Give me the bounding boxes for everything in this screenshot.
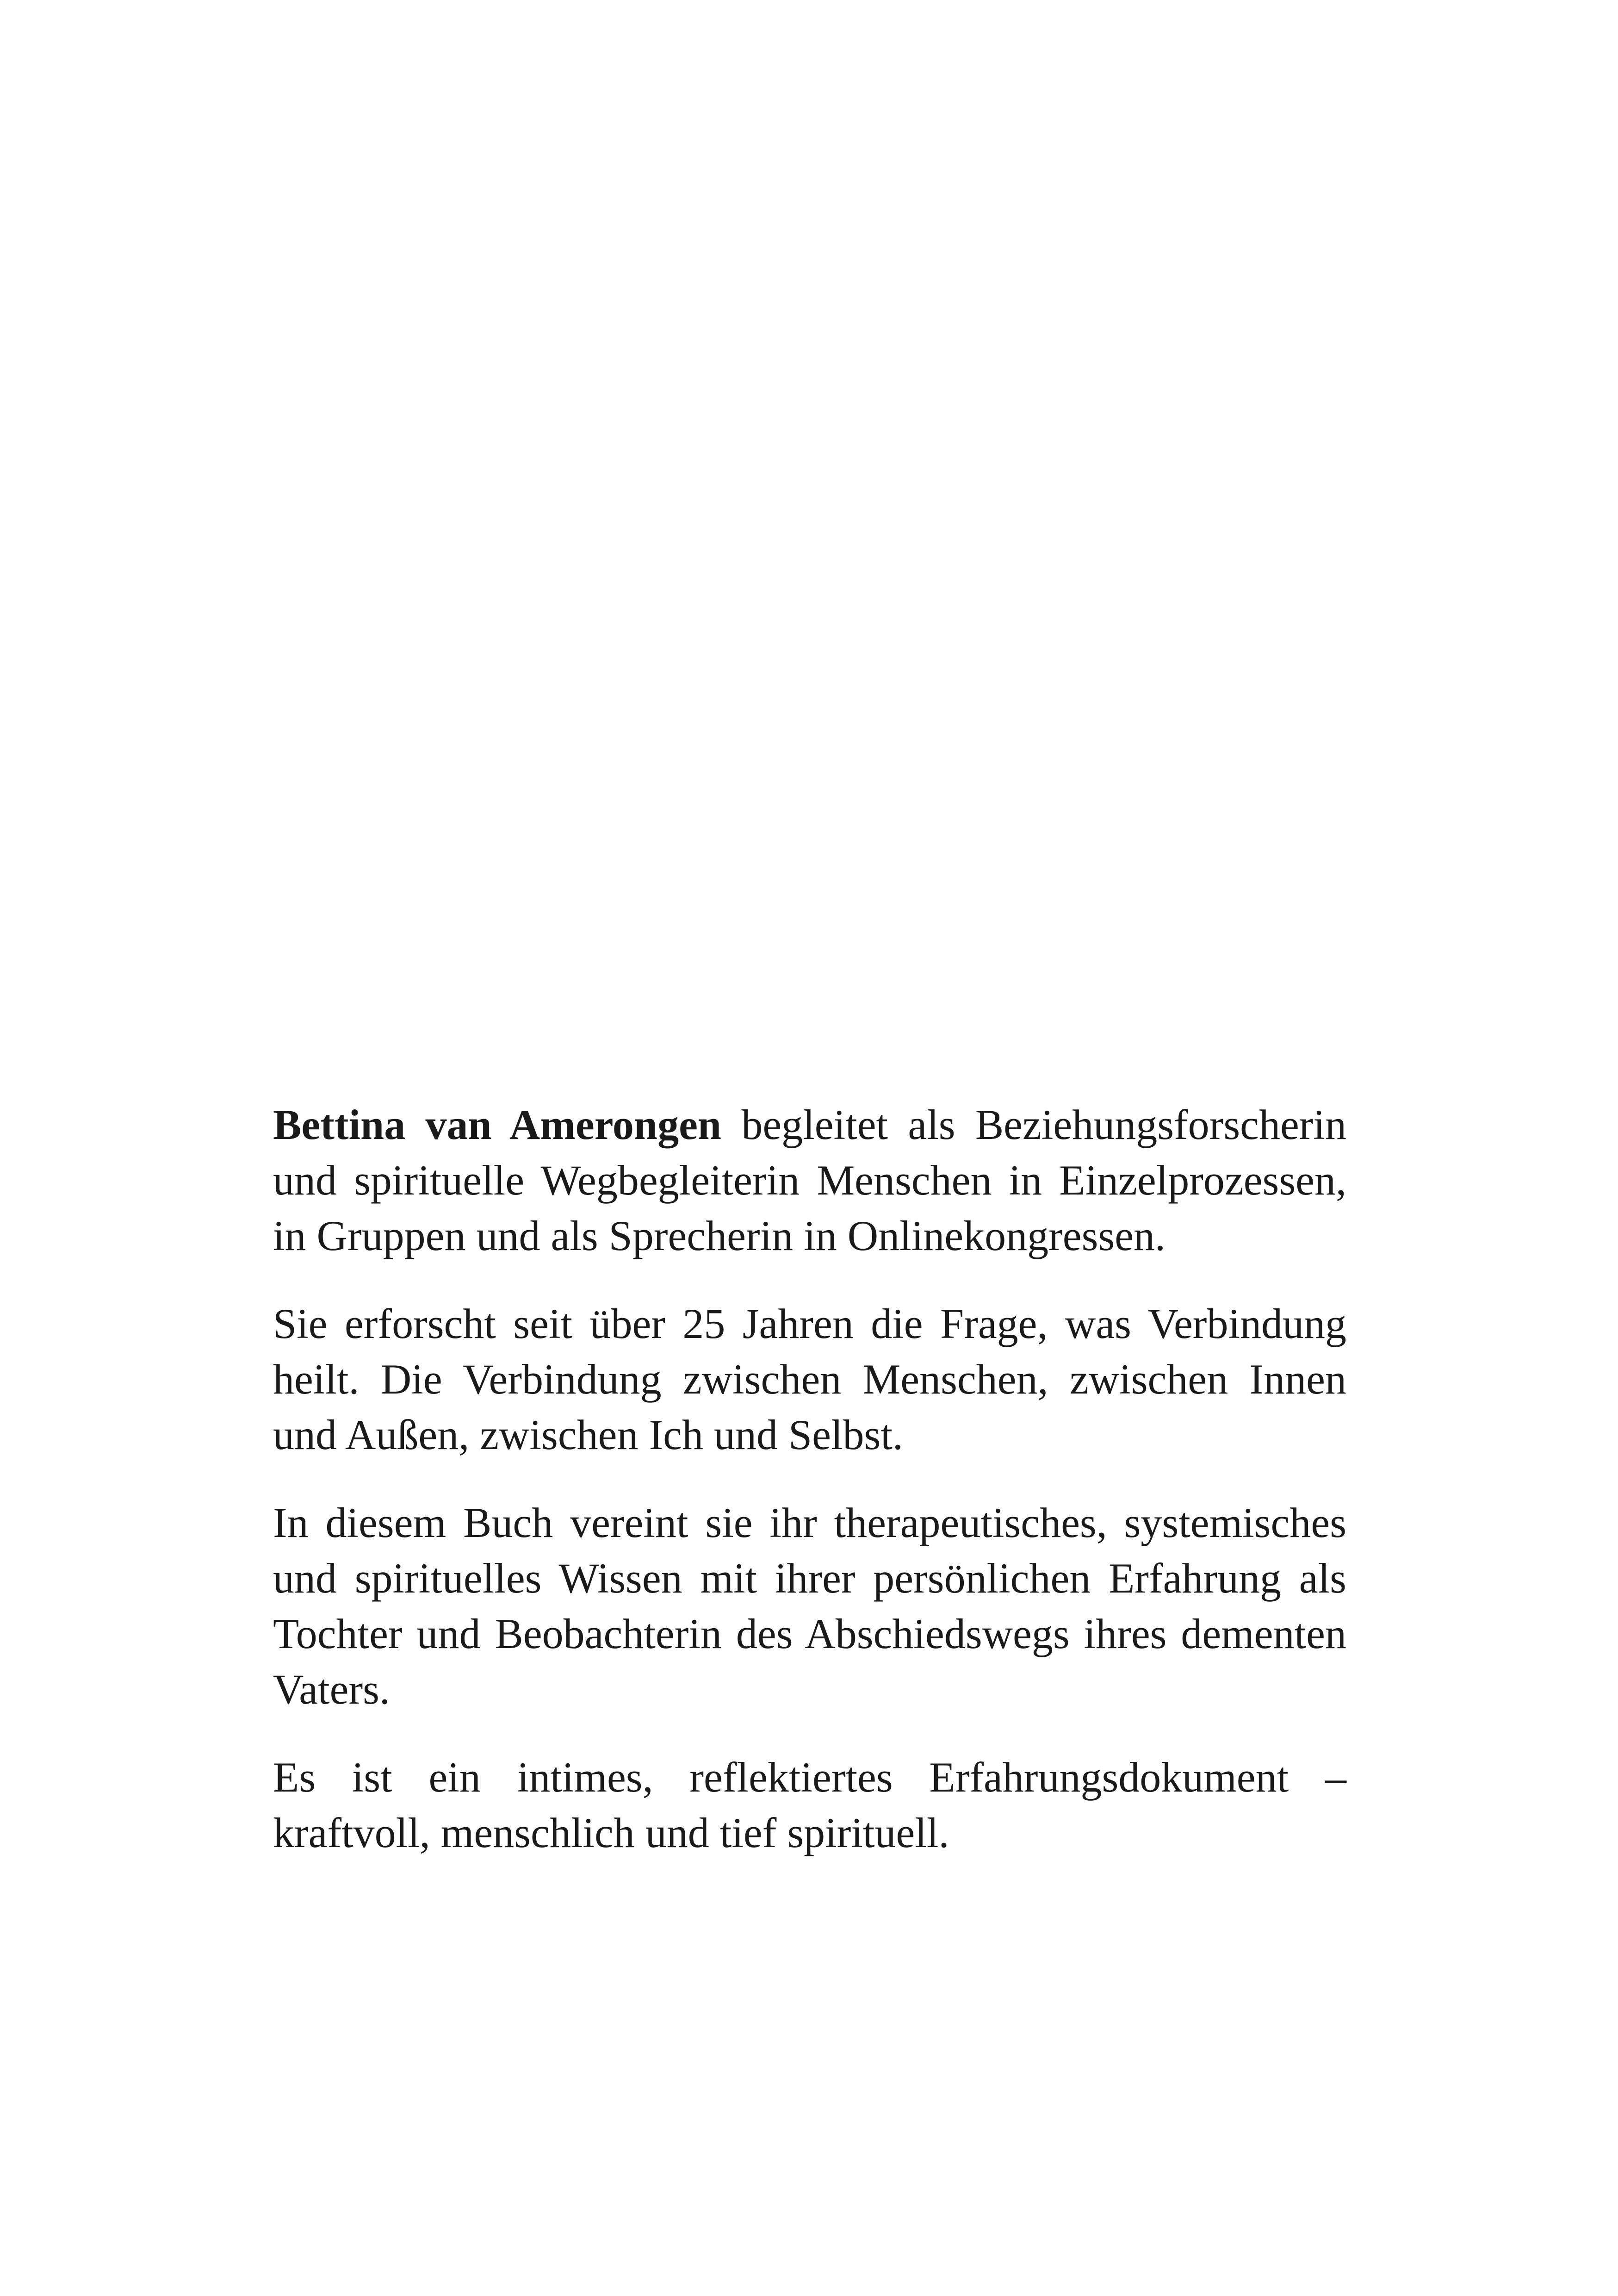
bio-paragraph-1 [273, 1097, 1346, 1263]
author-bio [273, 1097, 1346, 1860]
bio-paragraph-2: Sie erforscht seit über 25 Jahren die Frage, was Verbindung heilt. Die Verbindung zwischen Menschen, zwischen Innen und Außen, zwischen Ich und Selbst. [273, 1300, 1346, 1458]
bio-paragraph-4: Es ist ein intimes, reflektiertes Erfahrungsdokument – kraftvoll, menschlich und tief spirituell. [273, 1754, 1346, 1856]
author-name: Bettina van Amerongen [273, 1101, 722, 1148]
bio-paragraph-3: In diesem Buch vereint sie ihr therapeutisches, systemisches und spirituelles Wissen mit ihrer persönlichen Erfahrung als Tochter und Beobachterin des Abschiedswegs ihres dementen Vaters. [273, 1499, 1346, 1713]
bio-paragraph-1-text: begleitet als Beziehungsforscherin und spirituelle Wegbegleiterin Menschen in Einzelprozessen, in Gruppen und als Sprecherin in Onlinekongressen. [273, 1101, 1346, 1259]
